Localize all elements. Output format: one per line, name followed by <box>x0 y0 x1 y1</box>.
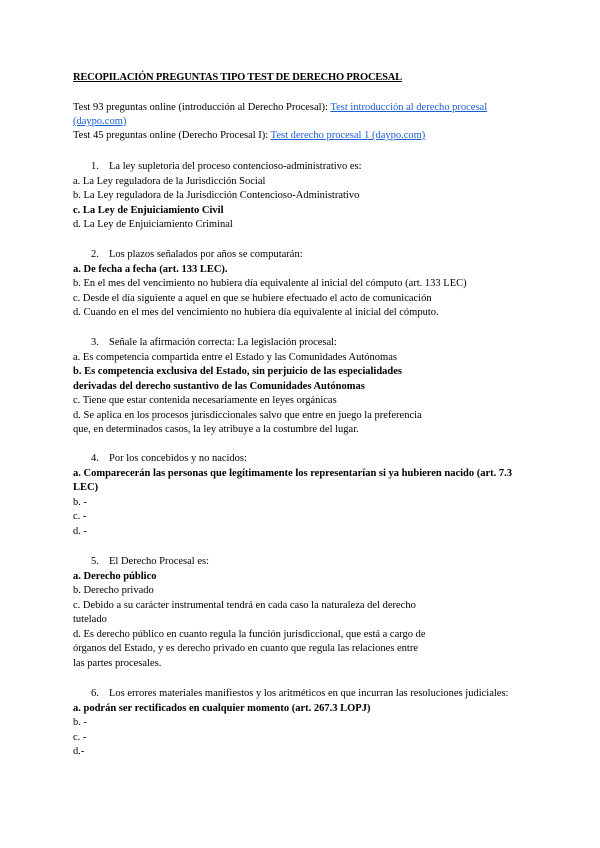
option-b: b. Derecho privado <box>73 585 154 596</box>
question-text: La ley supletoria del proceso contencioso-administrativo es: <box>109 161 362 172</box>
daypo-procesal-link[interactable]: Test derecho procesal 1 (daypo.com) <box>270 130 426 141</box>
daypo-intro-link[interactable]: Test introducción al derecho procesal (daypo.com) <box>73 102 488 127</box>
question-title <box>73 687 533 702</box>
intro-block <box>73 101 533 143</box>
option-d: d.- <box>73 746 85 757</box>
option-b: b. En el mes del vencimiento no hubiera día equivalente al inicial del cómputo (art. 133 LEC) <box>73 278 467 289</box>
option-d: d. Cuando en el mes del vencimiento no hubiera día equivalente al inicial del cómputo. <box>73 307 439 318</box>
question-6 <box>73 687 533 760</box>
intro-line-2-text: Test 45 preguntas online (Derecho Procesal I): <box>73 130 271 141</box>
question-5 <box>73 555 533 671</box>
option-c: c. Desde el día siguiente a aquel en que se hubiere efectuado el acto de comunicación <box>73 292 432 304</box>
intro-line-1-text: Test 93 preguntas online (introducción al Derecho Procesal): <box>73 102 331 113</box>
option-a-correct: a. podrán ser rectificados en cualquier momento (art. 267.3 LOPJ) <box>73 702 371 714</box>
option-d-continued: que, en determinados casos, la ley atribuye a la costumbre del lugar. <box>73 424 359 435</box>
question-number: 6. <box>91 688 99 699</box>
option-a-correct: a. Derecho público <box>73 570 157 582</box>
option-b: b. - <box>73 717 87 728</box>
question-number: 1. <box>91 161 99 172</box>
option-b: b. La Ley reguladora de la Jurisdicción Contencioso-Administrativo <box>73 190 360 201</box>
option-d: d. Es derecho público en cuanto regula la función jurisdiccional, que está a cargo de <box>73 628 426 640</box>
question-text: Señale la afirmación correcta: La legislación procesal: <box>109 337 337 348</box>
option-c: c. Tiene que estar contenida necesariamente en leyes orgánicas <box>73 395 337 406</box>
option-d-continued-2: las partes procesales. <box>73 657 162 669</box>
intro-line-1 <box>73 101 533 129</box>
question-1 <box>73 160 533 233</box>
option-b: b. - <box>73 496 87 508</box>
option-c: c. Debido a su carácter instrumental tendrá en cada caso la naturaleza del derecho <box>73 599 416 611</box>
question-number: 4. <box>91 453 99 464</box>
option-a-correct: a. De fecha a fecha (art. 133 LEC). <box>73 263 228 275</box>
question-number: 5. <box>91 556 99 567</box>
option-b-correct-continued: derivadas del derecho sustantivo de las Comunidades Autónomas <box>73 380 365 392</box>
question-text: Los plazos señalados por años se computarán: <box>109 249 303 260</box>
question-text: Por los concebidos y no nacidos: <box>109 453 247 464</box>
option-d: d. - <box>73 525 87 537</box>
question-title <box>73 452 533 467</box>
option-c-continued: tutelado <box>73 614 107 625</box>
option-a: a. La Ley reguladora de la Jurisdicción Social <box>73 175 266 187</box>
question-title <box>73 555 533 570</box>
question-4 <box>73 452 533 539</box>
intro-line-2 <box>73 129 533 143</box>
question-number: 3. <box>91 337 99 348</box>
question-number: 2. <box>91 249 99 260</box>
option-c-correct: c. La Ley de Enjuiciamiento Civil <box>73 204 224 216</box>
page-title: RECOPILACIÓN PREGUNTAS TIPO TEST DE DERECHO PROCESAL <box>73 72 402 83</box>
option-a: a. Es competencia compartida entre el Estado y las Comunidades Autónomas <box>73 351 397 363</box>
option-b-correct: b. Es competencia exclusiva del Estado, sin perjuicio de las especialidades <box>73 366 403 377</box>
option-c: c. - <box>73 511 87 522</box>
question-title <box>73 336 533 351</box>
question-title <box>73 248 533 263</box>
option-d-continued: órganos del Estado, y es derecho privado en cuanto que regula las relaciones entre <box>73 643 419 654</box>
question-text: Los errores materiales manifiestos y los aritméticos en que incurran las resoluciones judiciales: <box>109 688 509 699</box>
question-title <box>73 160 533 175</box>
option-d: d. Se aplica en los procesos jurisdiccionales salvo que entre en juego la preferencia <box>73 409 422 421</box>
option-d: d. La Ley de Enjuiciamiento Criminal <box>73 219 233 230</box>
question-text: El Derecho Procesal es: <box>109 556 210 567</box>
question-2 <box>73 248 533 321</box>
option-c: c. - <box>73 731 87 743</box>
question-3 <box>73 336 533 438</box>
option-a-correct: a. Comparecerán las personas que legítimamente los representarían si ya hubieren nacido (art. 7.3 LEC) <box>73 467 513 493</box>
